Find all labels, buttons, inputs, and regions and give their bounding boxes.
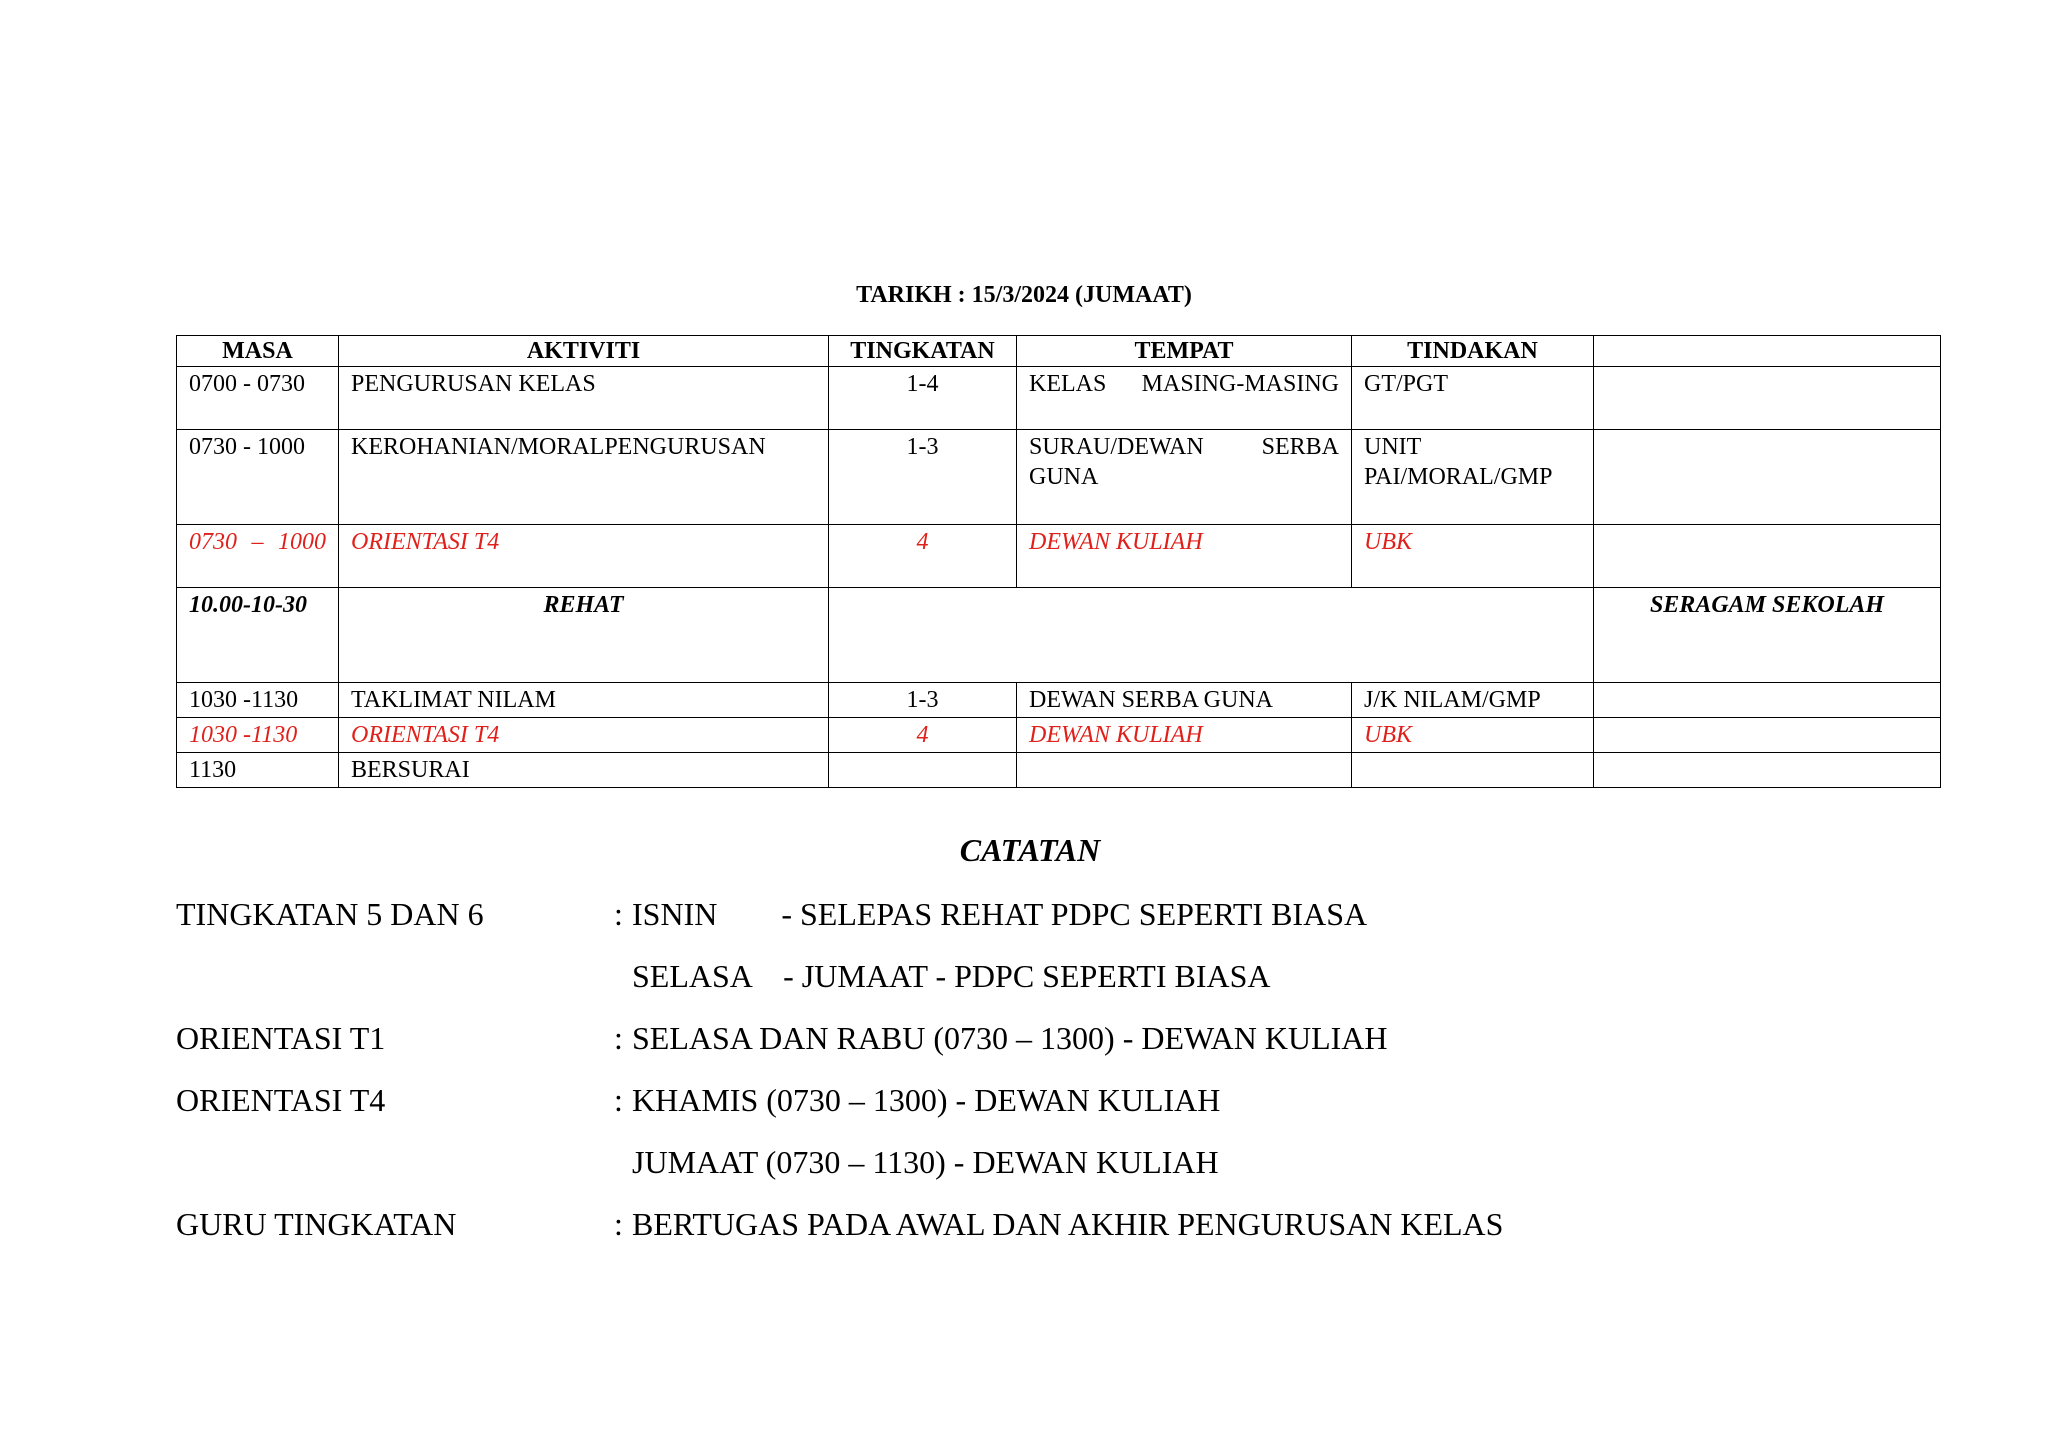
schedule-table <box>176 335 1941 788</box>
cell-tindakan: GT/PGT <box>1352 367 1594 430</box>
cell-tindakan: UNIT PAI/MORAL/GMP <box>1352 430 1594 525</box>
cell-extra <box>1594 683 1941 718</box>
cell-tempat: SURAU/DEWAN SERBA GUNA <box>1017 430 1352 525</box>
cell-masa: 1030 -1130 <box>177 718 339 753</box>
note-label: GURU TINGKATAN <box>176 1206 457 1242</box>
cell-masa: 0730 – 1000 <box>177 525 339 588</box>
cell-aktiviti: ORIENTASI T4 <box>339 718 829 753</box>
cell-tingkatan: 1-3 <box>829 430 1017 525</box>
header-masa: MASA <box>177 336 339 367</box>
note-colon: : <box>614 896 623 932</box>
cell-tempat: DEWAN SERBA GUNA <box>1017 683 1352 718</box>
note-value: JUMAAT (0730 – 1130) - DEWAN KULIAH <box>632 1144 1219 1180</box>
note-value: KHAMIS (0730 – 1300) - DEWAN KULIAH <box>632 1082 1221 1118</box>
cell-aktiviti: TAKLIMAT NILAM <box>339 683 829 718</box>
note-value: ISNIN - SELEPAS REHAT PDPC SEPERTI BIASA <box>632 896 1368 932</box>
header-tingkatan: TINGKATAN <box>829 336 1017 367</box>
cell-masa: 10.00-10-30 <box>177 588 339 683</box>
header-extra <box>1594 336 1941 367</box>
cell-extra <box>1594 525 1941 588</box>
cell-tingkatan: 1-3 <box>829 683 1017 718</box>
cell-aktiviti: REHAT <box>339 588 829 683</box>
table-header-row <box>177 336 1941 367</box>
table-row <box>177 430 1941 525</box>
note-value: SELASA - JUMAAT - PDPC SEPERTI BIASA <box>632 958 1271 994</box>
cell-aktiviti: BERSURAI <box>339 753 829 788</box>
cell-masa: 1130 <box>177 753 339 788</box>
note-value: SELASA DAN RABU (0730 – 1300) - DEWAN KULIAH <box>632 1020 1388 1056</box>
cell-aktiviti: PENGURUSAN KELAS <box>339 367 829 430</box>
cell-extra <box>1594 718 1941 753</box>
header-tindakan: TINDAKAN <box>1352 336 1594 367</box>
table-row <box>177 367 1941 430</box>
cell-tempat: DEWAN KULIAH <box>1017 718 1352 753</box>
cell-tindakan: UBK <box>1352 718 1594 753</box>
cell-tingkatan: 4 <box>829 525 1017 588</box>
catatan-title: CATATAN <box>959 832 1101 868</box>
note-colon: : <box>614 1082 623 1118</box>
cell-tempat: DEWAN KULIAH <box>1017 525 1352 588</box>
cell-tempat <box>1017 753 1352 788</box>
cell-masa: 1030 -1130 <box>177 683 339 718</box>
table-row-rehat <box>177 588 1941 683</box>
table-row <box>177 753 1941 788</box>
note-label: ORIENTASI T4 <box>176 1082 386 1118</box>
cell-tindakan <box>1352 753 1594 788</box>
note-value: BERTUGAS PADA AWAL DAN AKHIR PENGURUSAN KELAS <box>632 1206 1504 1242</box>
note-colon: : <box>614 1020 623 1056</box>
cell-aktiviti: ORIENTASI T4 <box>339 525 829 588</box>
cell-merged-empty <box>829 588 1594 683</box>
note-colon: : <box>614 1206 623 1242</box>
cell-tingkatan <box>829 753 1017 788</box>
cell-tempat: KELAS MASING-MASING <box>1017 367 1352 430</box>
table-row <box>177 525 1941 588</box>
cell-extra <box>1594 430 1941 525</box>
cell-aktiviti: KEROHANIAN/MORALPENGURUSAN <box>339 430 829 525</box>
cell-tindakan: UBK <box>1352 525 1594 588</box>
note-label: ORIENTASI T1 <box>176 1020 386 1056</box>
header-tempat: TEMPAT <box>1017 336 1352 367</box>
cell-extra: SERAGAM SEKOLAH <box>1594 588 1941 683</box>
cell-tindakan: J/K NILAM/GMP <box>1352 683 1594 718</box>
header-aktiviti: AKTIVITI <box>339 336 829 367</box>
cell-extra <box>1594 753 1941 788</box>
cell-tingkatan: 4 <box>829 718 1017 753</box>
cell-extra <box>1594 367 1941 430</box>
date-title: TARIKH : 15/3/2024 (JUMAAT) <box>856 282 1192 308</box>
table-row <box>177 718 1941 753</box>
cell-masa: 0730 - 1000 <box>177 430 339 525</box>
cell-tingkatan: 1-4 <box>829 367 1017 430</box>
table-row <box>177 683 1941 718</box>
note-label: TINGKATAN 5 DAN 6 <box>176 896 484 932</box>
cell-masa: 0700 - 0730 <box>177 367 339 430</box>
